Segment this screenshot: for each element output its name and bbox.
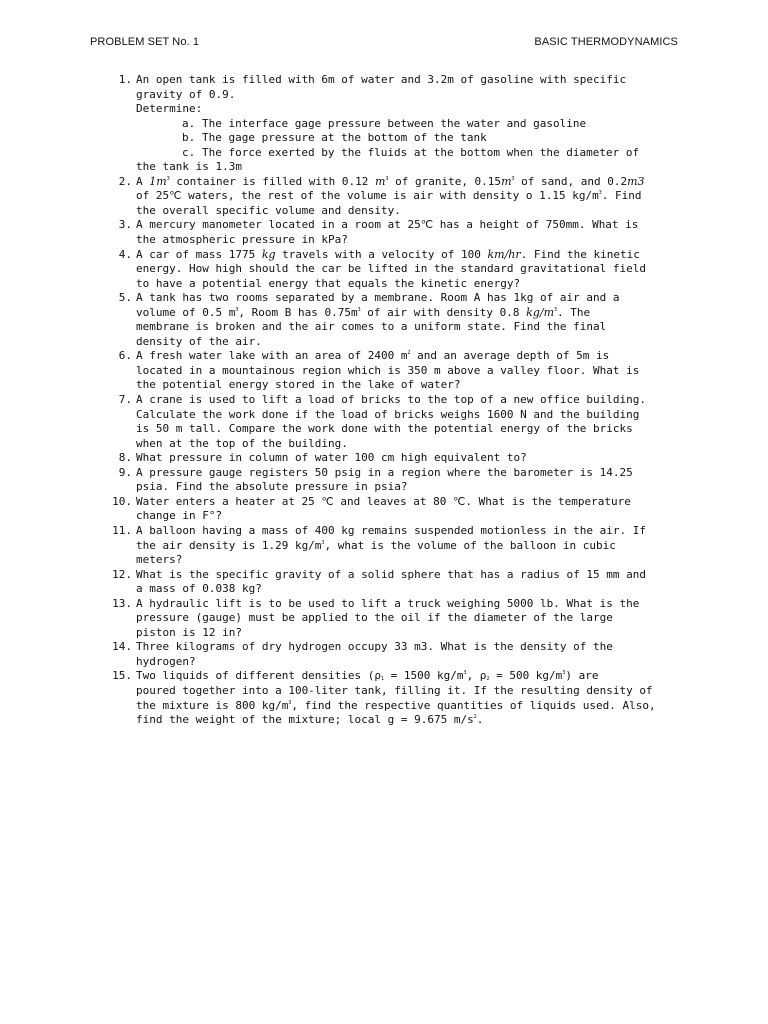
- problem-number: 6.: [118, 349, 132, 363]
- problem-number: 12.: [112, 567, 132, 581]
- problem-12: [110, 568, 676, 597]
- problem-text-line: to have a potential energy that equals the kinetic energy?: [136, 276, 521, 290]
- problem-list: [110, 73, 676, 728]
- problem-text-line: A mercury manometer located in a room at 25℃ has a height of 750mm. What is: [136, 218, 639, 232]
- problem-text-line: hydrogen?: [136, 654, 196, 668]
- subpart-c: c. The force exerted by the fluids at the bottom when the diameter of: [182, 145, 640, 159]
- problem-text-line: Calculate the work done if the load of bricks weighs 1600 N and the building: [136, 407, 640, 421]
- problem-text-line: Determine:: [136, 102, 203, 116]
- problem-number: 15.: [112, 669, 132, 683]
- problem-text-line: is 50 m tall. Compare the work done with the potential energy of the bricks: [136, 422, 633, 436]
- header-right-title: BASIC THERMODYNAMICS: [534, 36, 678, 48]
- problem-8: [110, 451, 676, 466]
- problem-text-line: of 25℃ waters, the rest of the volume is air with density o 1.15 $kg/m^3$. Find: [136, 189, 642, 203]
- problem-text-line: a mass of 0.038 kg?: [136, 582, 262, 596]
- problem-number: 13.: [112, 596, 132, 610]
- problem-text-line: located in a mountainous region which is 350 m above a valley floor. What is: [136, 363, 640, 377]
- problem-7: [110, 393, 676, 451]
- problem-text-line: pressure (gauge) must be applied to the oil if the diameter of the large: [136, 611, 613, 625]
- problem-text-line: A pressure gauge registers 50 psig in a region where the barometer is 14.25: [136, 465, 633, 479]
- problem-15: [110, 669, 676, 727]
- problem-text-line: What pressure in column of water 100 cm high equivalent to?: [136, 451, 527, 465]
- problem-text-line: piston is 12 in?: [136, 625, 242, 639]
- problem-text-line: What is the specific gravity of a solid sphere that has a radius of 15 mm and: [136, 567, 646, 581]
- problem-number: 14.: [112, 640, 132, 654]
- problem-number: 2.: [118, 174, 132, 188]
- problem-text-line: A $1m^3$ container is filled with 0.12 $m^3$ of granite, $0.15m^3$ of sand, and 0.2m3: [136, 174, 645, 188]
- problem-text-line: the overall specific volume and density.: [136, 203, 401, 217]
- problem-5: [110, 291, 676, 349]
- problem-text-line: meters?: [136, 553, 183, 567]
- problem-text-line: poured together into a 100-liter tank, filling it. If the resulting density of: [136, 683, 653, 697]
- problem-text-line: An open tank is filled with 6m of water and 3.2m of gasoline with specific: [136, 73, 627, 86]
- header-left-title: PROBLEM SET No. 1: [90, 36, 200, 48]
- problem-text-line: gravity of 0.9.: [136, 87, 236, 101]
- subpart-a: a. The interface gage pressure between the water and gasoline: [182, 116, 587, 130]
- problem-text-line: A tank has two rooms separated by a membrane. Room A has 1kg of air and a: [136, 291, 620, 305]
- problem-text-line: energy. How high should the car be lifted in the standard gravitational field: [136, 262, 646, 276]
- problem-number: 11.: [112, 523, 132, 537]
- problem-13: [110, 597, 676, 641]
- problem-text-line: A crane is used to lift a load of bricks to the top of a new office building.: [136, 393, 646, 407]
- problem-number: 7.: [118, 393, 132, 407]
- problem-4: [110, 248, 676, 292]
- problem-text-line: the atmospheric pressure in kPa?: [136, 233, 348, 247]
- problem-number: 1.: [118, 73, 132, 86]
- problem-number: 5.: [118, 291, 132, 305]
- problem-14: [110, 640, 676, 669]
- problem-text-line: A balloon having a mass of 400 kg remains suspended motionless in the air. If: [136, 523, 646, 537]
- problem-text-line: A car of mass 1775 kg travels with a velocity of 100 km/hr. Find the kinetic: [136, 247, 640, 261]
- problem-text-line: Two liquids of different densities ($\rho_1 = 1500$ $kg/m^3$, $\rho_2 = 500$ $kg/m^3$) are: [136, 669, 599, 683]
- problem-text-line: Water enters a heater at 25 ℃ and leaves at 80 ℃. What is the temperature: [136, 494, 631, 508]
- problem-3: [110, 218, 676, 247]
- problem-number: 4.: [118, 247, 132, 261]
- problem-text-line: the air density is 1.29 $kg/m^3$, what is the volume of the balloon in cubic: [136, 538, 616, 552]
- problem-text-line: density of the air.: [136, 334, 262, 348]
- problem-text-line: when at the top of the building.: [136, 436, 348, 450]
- problem-text-line: Three kilograms of dry hydrogen occupy 33 m3. What is the density of the: [136, 640, 613, 654]
- problem-text-line: volume of 0.5 $m^3$, Room B has $0.75m^3$ of air with density 0.8 $kg/m^3$. The: [136, 305, 591, 319]
- problem-text-line: the mixture is 800 $kg/m^3$, find the respective quantities of liquids used. Also,: [136, 698, 656, 712]
- problem-text-line: A hydraulic lift is to be used to lift a truck weighing 5000 lb. What is the: [136, 596, 640, 610]
- problem-number: 9.: [118, 465, 132, 479]
- problem-6: [110, 349, 676, 393]
- problem-9: [110, 466, 676, 495]
- problem-text-line: the potential energy stored in the lake of water?: [136, 378, 461, 392]
- problem-text-line: psia. Find the absolute pressure in psia?: [136, 480, 408, 494]
- problem-1: [110, 73, 676, 175]
- problem-text-line: change in F°?: [136, 509, 223, 523]
- problem-11: [110, 524, 676, 568]
- problem-2: [110, 175, 676, 219]
- problem-number: 8.: [118, 451, 132, 465]
- problem-number: 3.: [118, 218, 132, 232]
- problem-text-line: find the weight of the mixture; local g = 9.675 $m/s^2$.: [136, 713, 484, 727]
- problem-text-line: membrane is broken and the air comes to a uniform state. Find the final: [136, 320, 607, 334]
- problem-10: [110, 495, 676, 524]
- subpart-b: b. The gage pressure at the bottom of the tank: [182, 131, 487, 145]
- problem-text-line: the tank is 1.3m: [136, 160, 242, 174]
- problem-number: 10.: [112, 494, 132, 508]
- problem-text-line: A fresh water lake with an area of 2400 $m^2$ and an average depth of 5m is: [136, 349, 610, 363]
